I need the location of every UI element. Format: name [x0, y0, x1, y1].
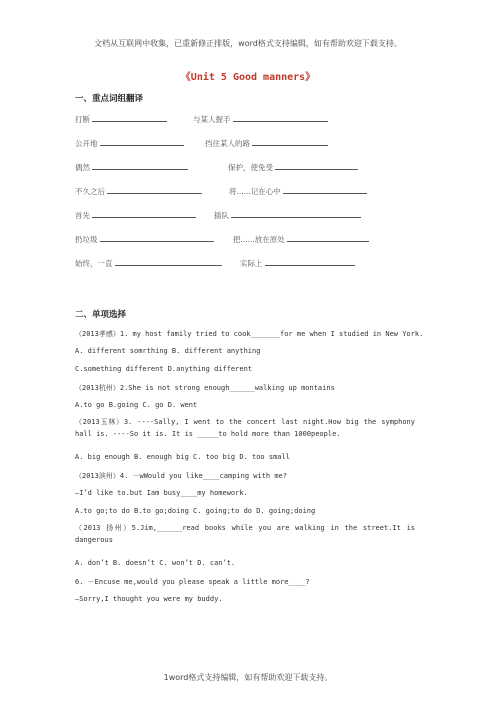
answer-blank[interactable] — [275, 161, 358, 170]
section-heading-vocab: 一、重点词组翻译 — [75, 94, 144, 104]
question-line: 6. －Encuse me,would you please speak a little more____? — [75, 578, 310, 586]
answer-blank[interactable] — [265, 257, 355, 266]
question-line: （2013 扬州）5.Jim,______read books while you are walking in the street.It is dangerous — [75, 524, 415, 544]
question-line: （2013孝感）1. my host family tried to cook_______for me when I studied in New York. — [75, 330, 424, 338]
vocab-term: 偶然 — [75, 163, 90, 172]
vocab-term: 扔垃圾 — [75, 235, 98, 244]
answer-blank[interactable] — [92, 209, 196, 218]
vocab-term: 首先 — [75, 211, 90, 220]
vocab-term: 挡住某人的路 — [205, 139, 250, 148]
question-line: （2013滨州）4. －wWould you like____camping with me? — [75, 472, 288, 480]
option-line: A. big enough B. enough big C. too big D. too small — [75, 453, 290, 461]
option-line: A.to go;to do B.to go;doing C. going;to do D. going;doing — [75, 507, 316, 515]
vocab-term: 插队 — [214, 211, 229, 220]
option-line: A. different somrthing B. different anything — [75, 347, 261, 355]
question-line: （2013杭州）2.She is not strong enough______walking up montains — [75, 384, 335, 392]
vocab-row — [75, 113, 435, 125]
answer-blank[interactable] — [283, 185, 367, 194]
option-line: C.something different D.anything different — [75, 365, 253, 373]
vocab-term: 将......记在心中 — [229, 187, 281, 196]
answer-blank[interactable] — [107, 185, 202, 194]
vocab-row — [75, 209, 435, 221]
vocab-term: 与某人握手 — [193, 115, 231, 124]
vocab-term: 打断 — [75, 115, 90, 124]
vocab-row — [75, 185, 435, 197]
question-line: —I’d like to.but Iam busy____my homework. — [75, 489, 248, 497]
vocab-term: 不久之后 — [75, 187, 105, 196]
vocab-term: 实际上 — [240, 259, 263, 268]
option-line: A. don’t B. doesn’t C. won’t D. can’t. — [75, 559, 236, 567]
answer-blank[interactable] — [100, 137, 184, 146]
answer-blank[interactable] — [287, 233, 369, 242]
header-note: 文档从互联网中收集，已重新修正排版，word格式支持编辑，如有帮助欢迎下载支持。 — [94, 39, 402, 48]
answer-blank[interactable] — [100, 233, 214, 242]
vocab-term: 保护，使免受 — [228, 163, 273, 172]
vocab-row — [75, 233, 435, 245]
answer-blank[interactable] — [233, 113, 328, 122]
vocab-row — [75, 257, 435, 269]
answer-blank[interactable] — [92, 113, 167, 122]
vocab-term: 始终，一直 — [75, 259, 113, 268]
answer-blank[interactable] — [92, 161, 188, 170]
vocab-term: 公开地 — [75, 139, 98, 148]
question-line: —Sorry,I thought you were my buddy. — [75, 595, 223, 603]
vocab-term: 把......放在原处 — [233, 235, 285, 244]
option-line: A.to go B.going C. go D. went — [75, 401, 198, 409]
answer-blank[interactable] — [252, 137, 328, 146]
answer-blank[interactable] — [231, 209, 361, 218]
answer-blank[interactable] — [115, 257, 222, 266]
vocab-row — [75, 161, 435, 173]
vocab-row — [75, 137, 435, 149]
page-title: 《Unit 5 Good manners》 — [180, 72, 316, 83]
section-heading-choice: 二、单项选择 — [75, 310, 127, 320]
footer-note: 1word格式支持编辑，如有帮助欢迎下载支持。 — [163, 673, 333, 682]
question-line: （2013玉林）3. ----Sally, I went to the concert last night.How big the symphony hall is. ----So it is. It is _____to hold more than 1000people. — [75, 418, 415, 438]
